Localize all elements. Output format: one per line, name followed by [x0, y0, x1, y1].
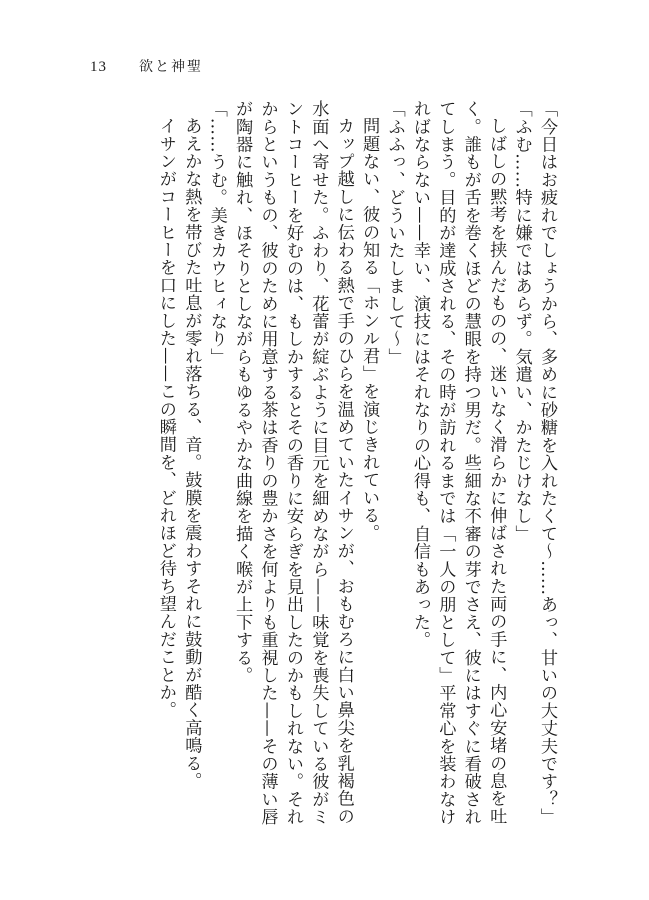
text-line: く。誰もが舌を巻くほどの慧眼を持つ男だ。些細な不審の芽でさえ、彼にはすぐに看破され — [460, 100, 481, 826]
text-line: 問題ない、彼の知る「ホンル君」を演じきれている。 — [359, 117, 380, 542]
text-line: 「ふむ……特に嫌ではあらず。気遣い、かたじけなし」 — [511, 100, 532, 543]
text-line: ントコーヒーを好むのは、もしかするとその香りに安らぎを見出したのかもしれない。それ — [282, 100, 303, 826]
text-line: 「今日はお疲れでしょうから、多めに砂糖を入れたくて〜……あっ、甘いの大丈夫です？」 — [537, 100, 557, 826]
page-number: 13 — [90, 59, 107, 75]
text-line: しばしの黙考を挟んだものの、迷いなく滑らかに伸ばされた両の手に、内心安堵の息を吐 — [486, 117, 507, 825]
text-line: イサンがコーヒーを口にした——この瞬間を、どれほど待ち望んだことか。 — [155, 117, 176, 719]
text-line: あえかな熱を帯びた吐息が零れ落ちる、音。鼓膜を震わすそれに鼓動が酷く高鳴る。 — [181, 117, 202, 790]
vertical-text-body — [153, 100, 560, 826]
text-line: 水面へ寄せた。ふわり、花蕾が綻ぶように目元を細めながら——味覚を喪失している彼がミ — [308, 100, 329, 826]
text-line: ればならない——幸い、演技にはそれなりの心得も、自信もあった。 — [409, 100, 430, 649]
text-line: カップ越しに伝わる熱で手のひらを温めていたイサンが、おもむろに白い鼻尖を乳褐色の — [333, 117, 354, 825]
running-head — [90, 56, 203, 78]
text-line: が陶器に触れ、ほそりとしながらもゆるやかな曲線を描く喉が上下する。 — [232, 100, 253, 685]
book-title: 欲と神聖 — [139, 59, 203, 75]
text-line: からというもの、彼のために用意する茶は香りの豊かさを何よりも重視した——その薄い唇 — [257, 100, 278, 826]
text-line: 「……うむ。美きカウヒィなり」 — [206, 100, 227, 366]
text-line: てしまう。目的が達成される、その時が訪れるまでは「一人の朋として」平常心を装わなけ — [435, 100, 456, 826]
text-line: 「ふふっ、どういたしまして〜」 — [384, 100, 405, 366]
